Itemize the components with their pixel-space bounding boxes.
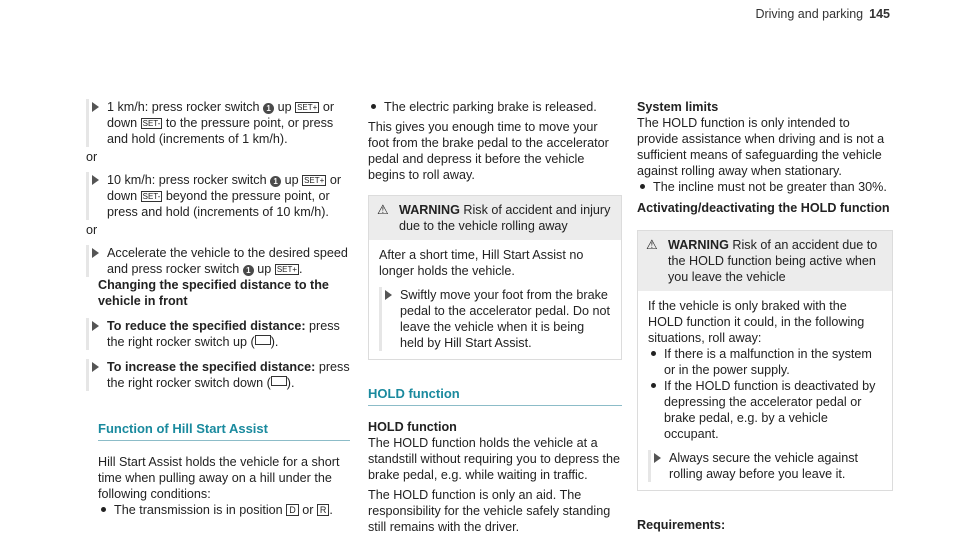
page-header <box>755 6 890 22</box>
step-reduce-distance: To reduce the specified distance: press the right rocker switch up ( ). <box>86 318 350 350</box>
rocker-up-icon <box>255 335 271 345</box>
step-increase-distance: To increase the specified distance: press the right rocker switch down ( ). <box>86 359 350 391</box>
arrow-icon <box>654 453 661 463</box>
arrow-icon <box>92 248 99 258</box>
requirements-heading: Requirements: <box>637 518 726 532</box>
warning-box: ⚠ WARNING Risk of accident and injury due to the vehicle rolling away After a short time, Hill Start Assist no longer holds the vehicle. Swiftly move your foot from the brake pedal to the accelerator pedal. Do not leave the vehicle when it is being held by Hill Start Assist. <box>368 195 622 360</box>
callout-1-icon: 1 <box>270 176 281 187</box>
paragraph: This gives you enough time to move your foot from the brake pedal to the accelerator pedal and depress it before the vehicle begins to roll away. <box>368 120 609 182</box>
list-item: If there is a malfunction in the system or in the power supply. <box>648 346 882 378</box>
system-limits-heading: System limits <box>637 100 719 114</box>
warning-step: Always secure the vehicle against rolling away before you leave it. <box>648 450 882 482</box>
activating-heading: Activating/deactivating the HOLD function <box>637 201 890 215</box>
paragraph: The HOLD function holds the vehicle at a standstill without requiring you to depress the brake pedal, e.g. while waiting in traffic. <box>368 436 621 482</box>
gear-r-icon: R <box>317 504 330 516</box>
warning-label: WARNING <box>668 238 729 252</box>
hill-start-assist-intro: Hill Start Assist holds the vehicle for a short time when pulling away on a hill under the following conditions: <box>98 455 340 501</box>
hold-function-subheading: HOLD function <box>368 420 457 434</box>
hold-function-title: HOLD function <box>368 386 622 406</box>
set-plus-icon: SET+ <box>276 265 298 274</box>
column-1 <box>86 99 350 518</box>
warning-header: ⚠ WARNING Risk of accident and injury due to the vehicle rolling away <box>369 196 621 240</box>
list-item: The electric parking brake is released. <box>368 99 622 115</box>
step-10km: 10 km/h: press rocker switch 1 up SET+ or down SET- beyond the pressure point, or press and hold (increments of 10 km/h). <box>86 172 350 220</box>
arrow-icon <box>92 362 99 372</box>
section-name: Driving and parking <box>755 7 864 21</box>
rocker-down-icon <box>271 376 287 386</box>
gear-d-icon: D <box>286 504 299 516</box>
arrow-icon <box>92 102 99 112</box>
column-3 <box>637 99 893 533</box>
callout-1-icon: 1 <box>263 103 274 114</box>
set-plus-icon: SET+ <box>304 176 325 185</box>
arrow-icon <box>385 290 392 300</box>
warning-triangle-icon: ⚠ <box>377 202 389 217</box>
or-text: or <box>86 223 98 237</box>
warning-step: Swiftly move your foot from the brake pedal to the accelerator pedal. Do not leave the vehicle when it is being held by Hill Start Assist. <box>379 287 611 351</box>
changing-distance-heading: Changing the specified distance to the vehicle in front <box>98 278 329 308</box>
step-1km: 1 km/h: press rocker switch 1 up SET+ or down SET- to the pressure point, or press and hold (increments of 1 km/h). <box>86 99 350 147</box>
page-number: 145 <box>869 7 890 21</box>
list-item: The incline must not be greater than 30%. <box>637 179 893 195</box>
arrow-icon <box>92 175 99 185</box>
warning-box: ⚠ WARNING Risk of an accident due to the HOLD function being active when you leave the vehicle If the vehicle is only braked with the HOLD function it could, in the following situations, roll away: If there is a malfunction in the system or in the power supply. If the HOLD function is deactivated by depressing the accelerator pedal or brake pedal, e.g. by a vehicle occupant. Always secure the vehicle against rolling away before you leave it. <box>637 230 893 491</box>
arrow-icon <box>92 321 99 331</box>
column-2 <box>368 99 622 535</box>
warning-header: ⚠ WARNING Risk of an accident due to the HOLD function being active when you leave the vehicle <box>638 231 892 291</box>
warning-triangle-icon: ⚠ <box>646 237 658 252</box>
step-accelerate: Accelerate the vehicle to the desired speed and press rocker switch 1 up SET+ . <box>86 245 350 277</box>
paragraph: The HOLD function is only an aid. The responsibility for the vehicle safely standing still remains with the driver. <box>368 488 611 534</box>
list-item: If the HOLD function is deactivated by depressing the accelerator pedal or brake pedal, e.g. by a vehicle occupant. <box>648 378 882 442</box>
set-minus-icon: SET- <box>142 192 161 201</box>
or-text: or <box>86 150 98 164</box>
set-minus-icon: SET- <box>142 119 161 128</box>
warning-label: WARNING <box>399 203 460 217</box>
callout-1-icon: 1 <box>243 265 254 276</box>
hill-start-assist-title: Function of Hill Start Assist <box>98 421 350 441</box>
paragraph: The HOLD function is only intended to provide assistance when driving and is not a sufficient means of safeguarding the vehicle against rolling away when stationary. <box>637 116 885 178</box>
list-item: The transmission is in position D or R . <box>98 502 350 518</box>
set-plus-icon: SET+ <box>297 103 318 112</box>
